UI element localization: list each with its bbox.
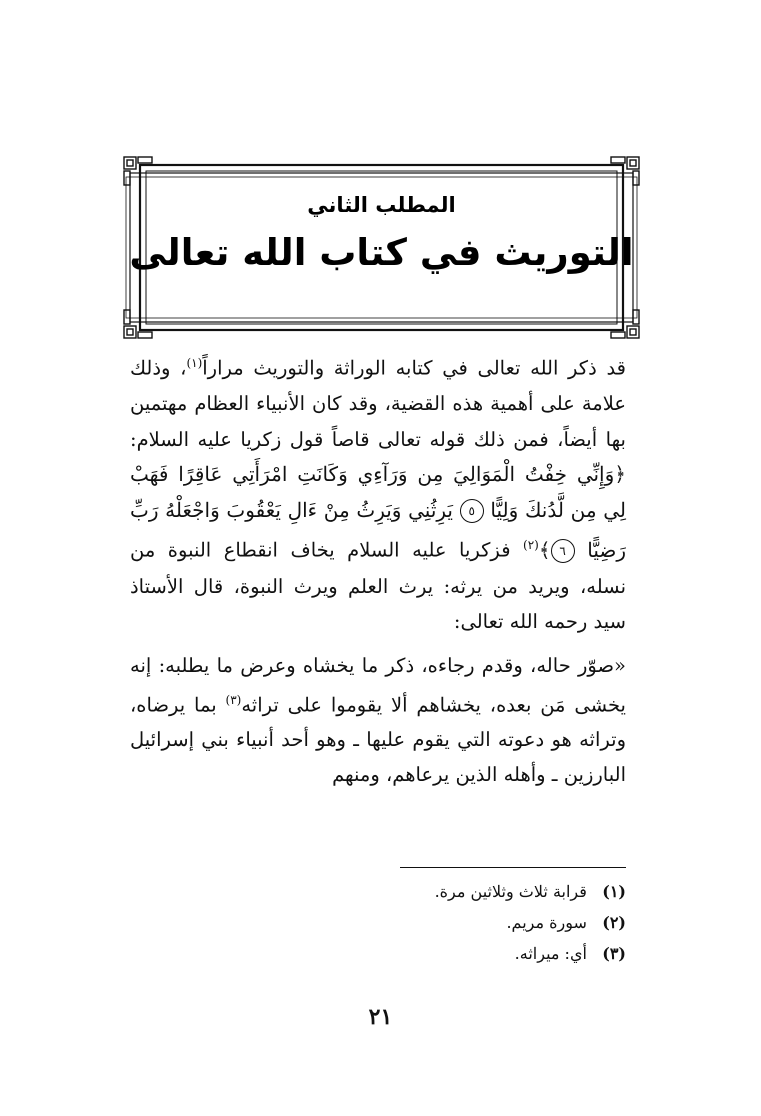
footnote-number: (٣) — [602, 944, 626, 963]
verse-text: ﴿وَإِنِّي خِفْتُ الْمَوَالِيَ مِن وَرَآءِي وَكَانَتِ امْرَأَتِي عَاقِرًا فَهَبْ لِي مِن لَّدُنكَ وَلِيًّا — [130, 462, 627, 522]
footnote-ref-3: (٣) — [225, 692, 242, 707]
footnote-separator — [400, 867, 626, 868]
text-run: بما يرضاه، وتراثه هو دعوته التي يقوم عليها ـ وهو أحد أنبياء بني إسرائيل البارزين ـ وأهله الذين يرعاهم، ومنهم — [130, 693, 626, 787]
footnote-3 — [300, 938, 626, 969]
page-number: ٢١ — [368, 1004, 393, 1030]
footnote-1 — [300, 876, 626, 907]
footnote-2 — [300, 907, 626, 938]
verse-number-5: ٥ — [460, 499, 484, 523]
footnote-text: سورة مريم. — [506, 913, 587, 932]
section-title: التوريث في كتاب الله تعالى — [129, 231, 634, 274]
footnote-text: قرابة ثلاث وثلاثين مرة. — [434, 882, 587, 901]
paragraph-1 — [130, 346, 626, 640]
text-run: قد ذكر الله تعالى في كتابه الوراثة والتوريث مراراً — [202, 356, 626, 380]
body-text — [130, 346, 626, 792]
title-frame — [122, 155, 641, 340]
verse-text: يَرِثُنِي وَيَرِثُ مِنْ ءَالِ يَعْقُوبَ وَاجْعَلْهُ رَبِّ رَضِيًّا — [130, 497, 626, 562]
footnote-number: (٢) — [602, 913, 626, 932]
footnotes — [300, 876, 626, 969]
paragraph-2 — [130, 648, 626, 793]
verse-bracket: ﴾ — [538, 537, 551, 562]
text-run: فزكريا عليه السلام يخاف انقطاع النبوة من نسله، ويريد من يرثه: يرث العلم ويرث النبوة، قال الأستاذ سيد رحمه الله تعالى: — [130, 538, 626, 634]
text-run: «صوّر حاله، وقدم رجاءه، ذكر ما يخشاه وعرض ما يطلبه: إنه يخشى مَن بعده، يخشاهم ألا يقوموا على تراثه — [130, 653, 626, 717]
footnote-ref-1: (١) — [186, 356, 203, 370]
footnote-ref-2: (٢) — [523, 538, 539, 553]
verse-number-6: ٦ — [551, 539, 575, 563]
section-subtitle: المطلب الثاني — [307, 193, 456, 217]
footnote-text: أي: ميراثه. — [514, 944, 587, 963]
text-run: ، وذلك علامة على أهمية هذه القضية، وقد كان الأنبياء العظام مهتمين بها أيضاً، فمن ذلك قوله تعالى قاصاً قول زكريا عليه السلام: — [130, 356, 626, 451]
footnote-number: (١) — [602, 882, 626, 901]
